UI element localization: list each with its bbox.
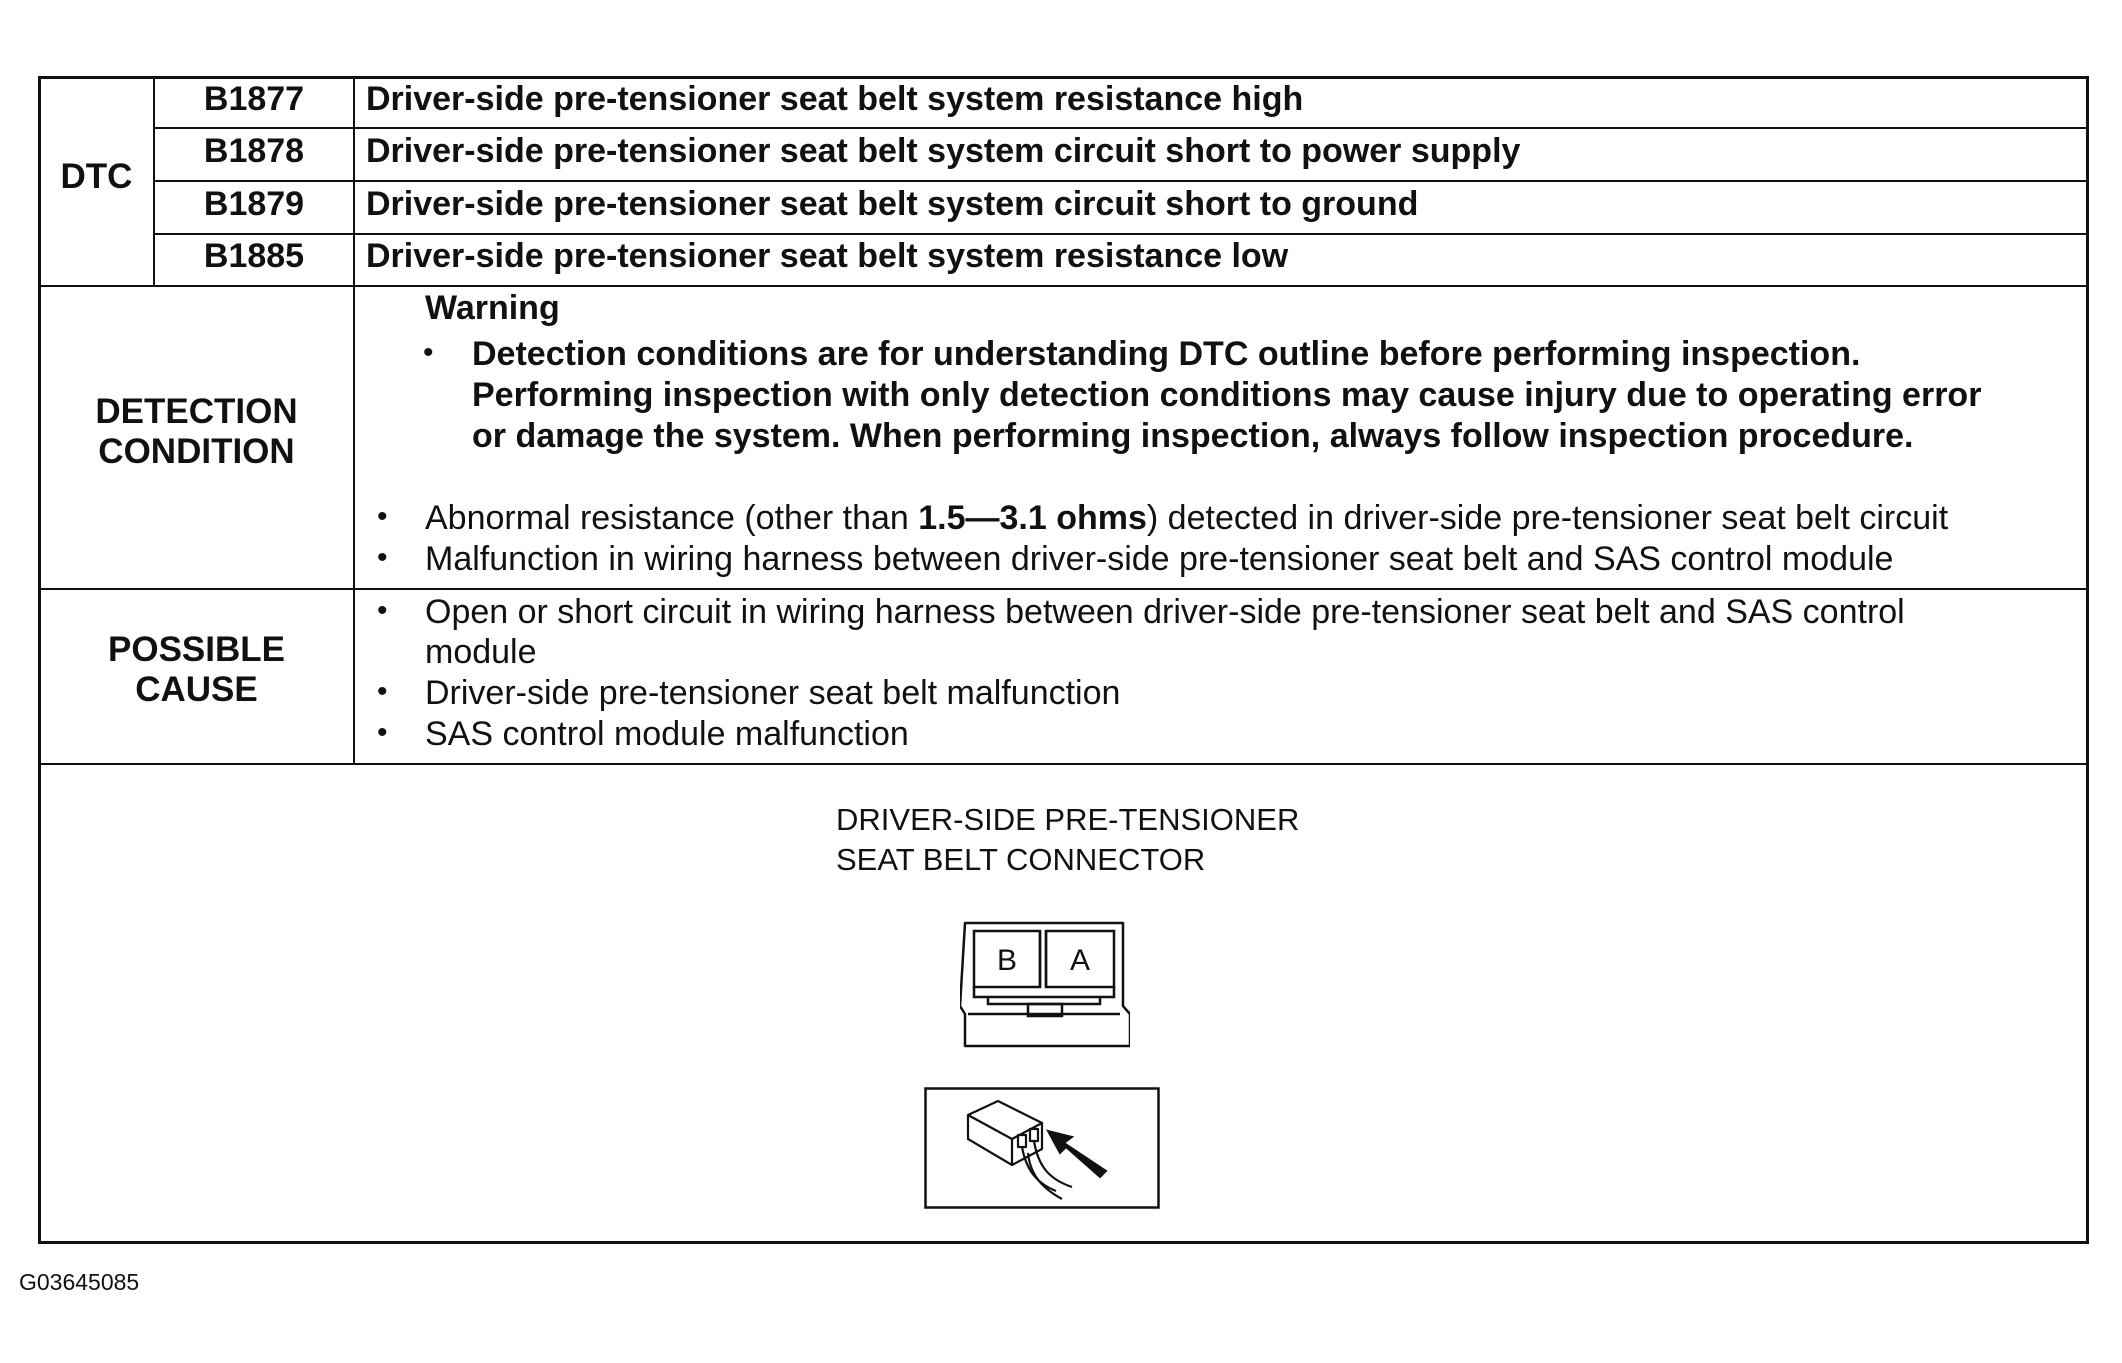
row-divider bbox=[155, 127, 2089, 129]
detection-condition-label: DETECTION bbox=[95, 392, 298, 431]
warning-text: or damage the system. When performing inspection, always follow inspection procedure. bbox=[472, 417, 1914, 455]
bullet-icon: • bbox=[377, 675, 388, 708]
dtc-code: B1877 bbox=[203, 80, 305, 118]
dtc-code: B1878 bbox=[203, 132, 305, 170]
detection-condition-label: CONDITION bbox=[98, 432, 295, 471]
cause-item: Open or short circuit in wiring harness between driver-side pre-tensioner seat belt and SAS control bbox=[425, 593, 1905, 631]
connector-face-diagram bbox=[960, 918, 1130, 1053]
row-divider bbox=[155, 180, 2089, 182]
dtc-code: B1879 bbox=[203, 185, 305, 223]
bullet-icon: • bbox=[377, 500, 388, 533]
terminal-b-label: B bbox=[996, 944, 1018, 977]
terminal-a-label: A bbox=[1069, 944, 1091, 977]
dtc-description: Driver-side pre-tensioner seat belt system circuit short to ground bbox=[366, 185, 1419, 223]
detection-item: Abnormal resistance (other than 1.5—3.1 ohms) detected in driver-side pre-tensioner seat belt circuit bbox=[425, 499, 1949, 537]
row-divider bbox=[155, 233, 2089, 235]
dtc-code: B1885 bbox=[203, 237, 305, 275]
dtc-description: Driver-side pre-tensioner seat belt system resistance low bbox=[366, 237, 1289, 275]
column-divider bbox=[353, 76, 355, 764]
dtc-description: Driver-side pre-tensioner seat belt system circuit short to power supply bbox=[366, 132, 1521, 170]
warning-text: Detection conditions are for understanding DTC outline before performing inspection. bbox=[472, 335, 1861, 373]
connector-view-direction-icon bbox=[924, 1087, 1160, 1209]
possible-cause-label: POSSIBLE bbox=[108, 630, 285, 669]
dtc-description: Driver-side pre-tensioner seat belt system resistance high bbox=[366, 80, 1304, 118]
cause-item: module bbox=[425, 633, 537, 671]
bullet-icon: • bbox=[377, 716, 388, 749]
detection-item: Malfunction in wiring harness between driver-side pre-tensioner seat belt and SAS control module bbox=[425, 540, 1894, 578]
cause-item: SAS control module malfunction bbox=[425, 715, 909, 753]
possible-cause-label: CAUSE bbox=[135, 670, 258, 709]
section-divider bbox=[38, 588, 2089, 590]
bullet-icon: • bbox=[423, 336, 434, 369]
warning-title: Warning bbox=[425, 289, 560, 327]
dtc-label: DTC bbox=[60, 157, 133, 196]
bullet-icon: • bbox=[377, 541, 388, 574]
section-divider bbox=[38, 285, 2089, 287]
cause-item: Driver-side pre-tensioner seat belt malfunction bbox=[425, 674, 1121, 712]
section-divider bbox=[38, 763, 2089, 765]
warning-text: Performing inspection with only detection conditions may cause injury due to operating error bbox=[472, 376, 1982, 414]
figure-id: G03645085 bbox=[19, 1269, 140, 1295]
connector-title: DRIVER-SIDE PRE-TENSIONER SEAT BELT CONNECTOR bbox=[836, 802, 1300, 877]
bullet-icon: • bbox=[377, 594, 388, 627]
